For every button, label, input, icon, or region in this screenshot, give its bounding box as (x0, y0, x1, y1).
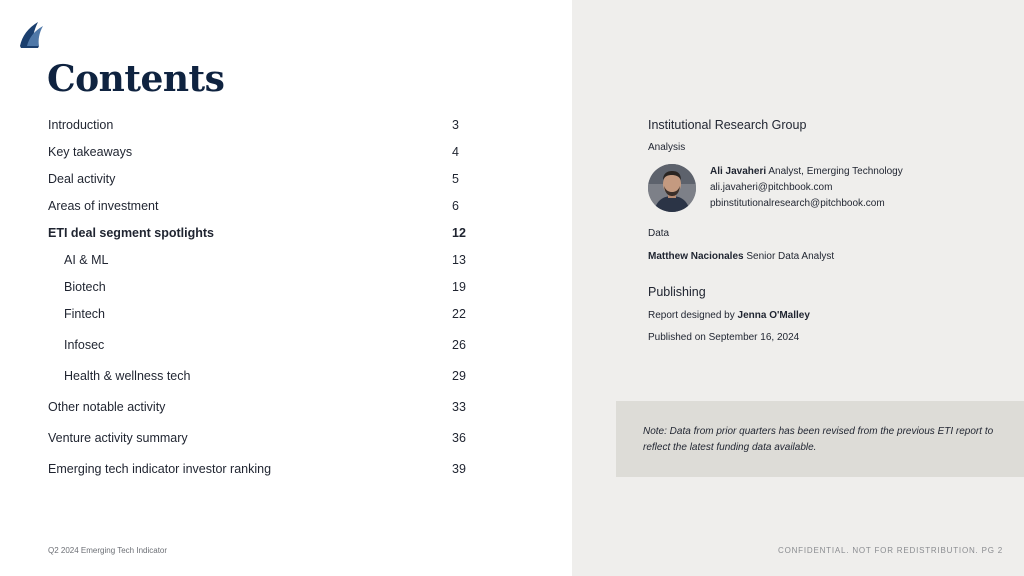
toc-item-label: Areas of investment (48, 199, 159, 213)
note-text: Note: Data from prior quarters has been revised from the previous ETI report to reflect the latest funding data available. (643, 426, 994, 453)
toc-item-label: Other notable activity (48, 400, 166, 414)
toc-item-page: 19 (452, 280, 466, 294)
toc-item-page: 3 (452, 118, 459, 132)
analyst-email-link[interactable]: ali.javaheri@pitchbook.com (710, 182, 833, 193)
toc-item-page: 26 (452, 338, 466, 352)
toc-item-label: Emerging tech indicator investor ranking (48, 462, 272, 476)
toc-item-page: 5 (452, 172, 459, 186)
toc-item-label: Fintech (64, 307, 105, 321)
toc-item-page: 33 (452, 400, 466, 414)
toc-item-label: Health & wellness tech (64, 369, 191, 383)
toc-item-label: Venture activity summary (48, 431, 188, 445)
designer-credit-line (648, 310, 810, 321)
toc-item-label: Infosec (64, 338, 105, 352)
toc-item-label: Key takeaways (48, 145, 133, 159)
toc-item-page: 12 (452, 226, 466, 240)
data-analyst-title: Senior Data Analyst (746, 251, 835, 262)
toc-item-label: Deal activity (48, 172, 116, 186)
toc-item-page: 13 (452, 253, 466, 267)
toc-item-page: 39 (452, 462, 466, 476)
footer-confidential: CONFIDENTIAL. NOT FOR REDISTRIBUTION. PG 2 (778, 546, 1004, 555)
toc-item-page: 29 (452, 369, 466, 383)
toc-item-label: Introduction (48, 118, 114, 132)
toc-item-label: Biotech (64, 280, 106, 294)
page-title: Contents (47, 58, 225, 100)
toc-item-label: AI & ML (64, 253, 109, 267)
toc-item-page: 22 (452, 307, 466, 321)
toc-item-page: 6 (452, 199, 459, 213)
data-credit-line (648, 251, 834, 262)
data-analyst-name: Matthew Nacionales (648, 251, 744, 262)
note-box (616, 401, 1024, 477)
analyst-photo-icon (648, 164, 696, 212)
designed-prefix: Report designed by (648, 310, 735, 321)
published-date: Published on September 16, 2024 (648, 332, 800, 343)
pitchbook-logo-icon (18, 20, 44, 48)
designer-name: Jenna O'Malley (737, 310, 810, 321)
analyst-name: Ali Javaheri (710, 166, 767, 177)
publishing-label: Publishing (648, 285, 706, 299)
research-group-name: Institutional Research Group (648, 118, 807, 132)
footer-report-name: Q2 2024 Emerging Tech Indicator (48, 546, 168, 555)
team-email-link[interactable]: pbinstitutionalresearch@pitchbook.com (710, 198, 885, 209)
analysis-label: Analysis (648, 142, 686, 153)
toc-item-page: 4 (452, 145, 459, 159)
toc-item-page: 36 (452, 431, 466, 445)
right-panel (572, 0, 1024, 576)
analyst-avatar (648, 164, 696, 212)
data-label: Data (648, 228, 670, 239)
analyst-line (710, 166, 903, 177)
toc-item-label: ETI deal segment spotlights (48, 226, 214, 240)
analyst-title: Analyst, Emerging Technology (768, 166, 903, 177)
